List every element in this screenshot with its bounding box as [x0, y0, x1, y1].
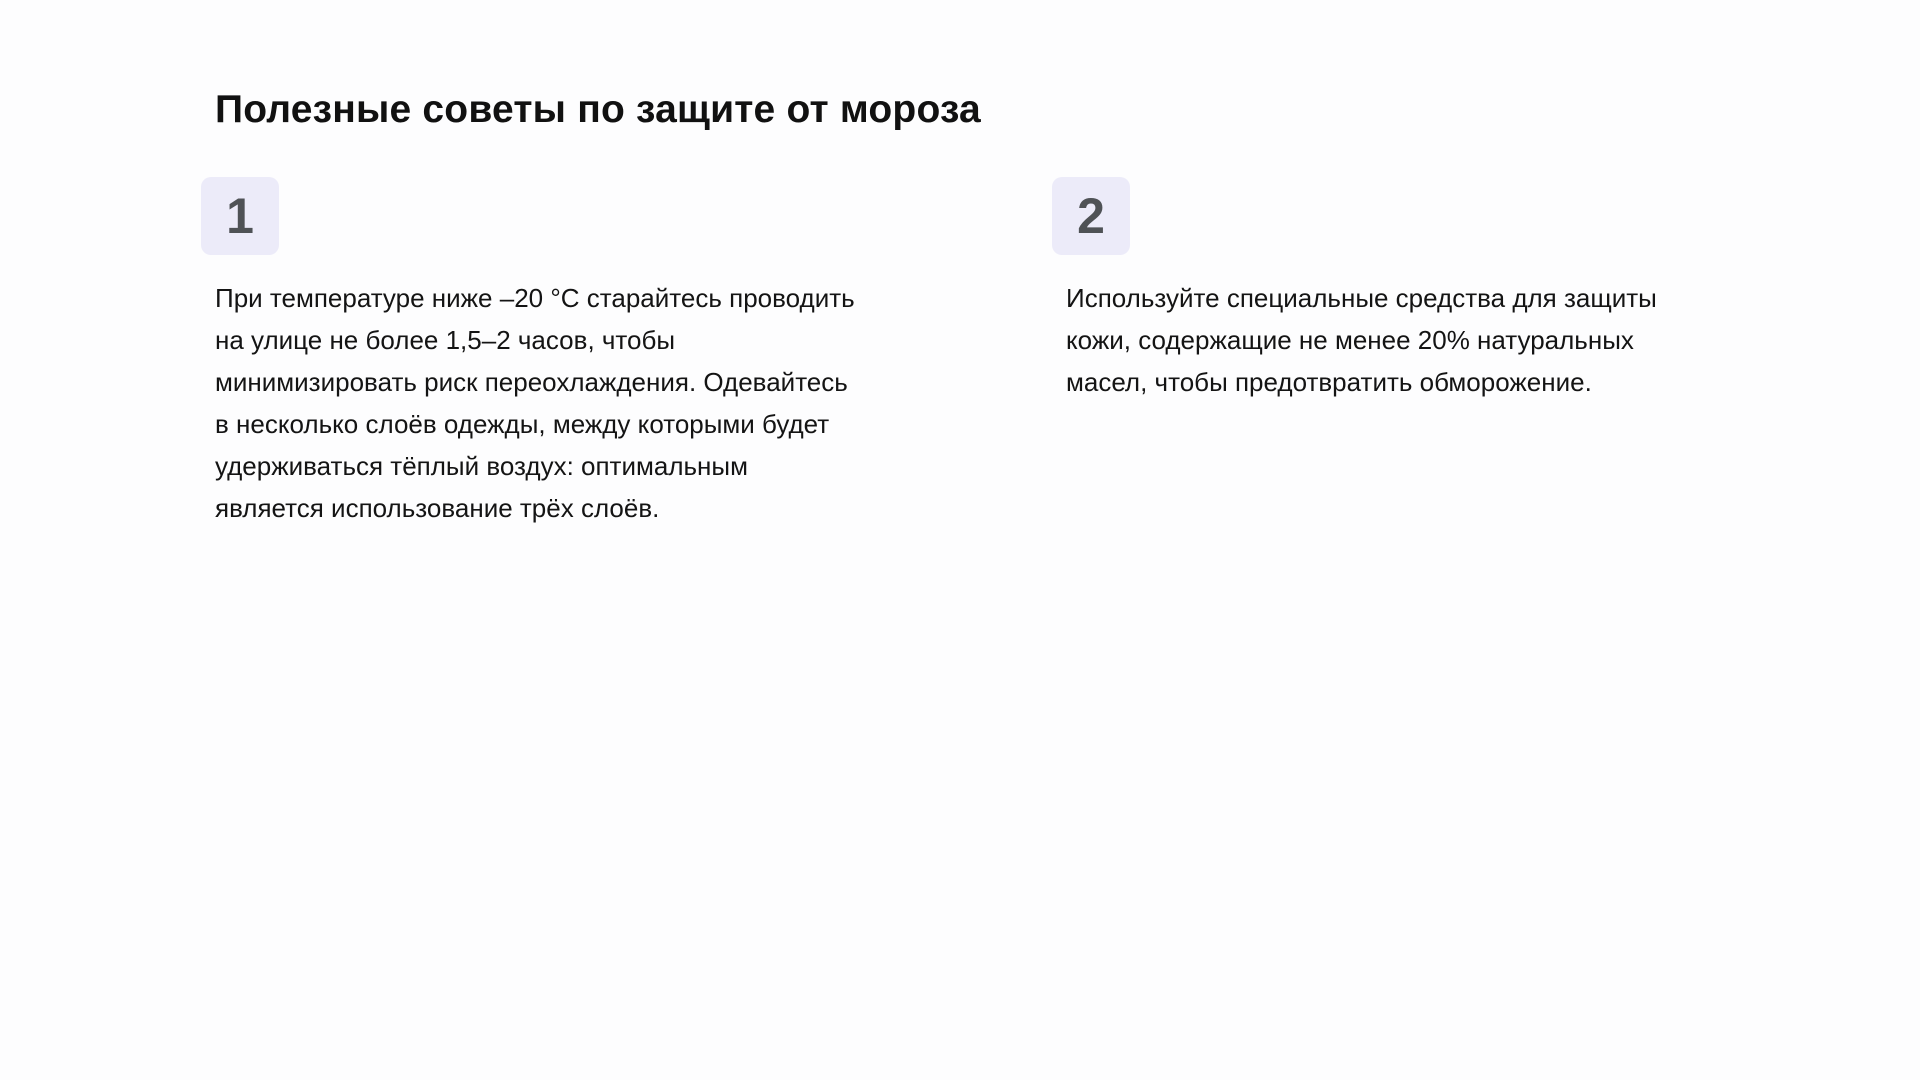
tip-number-badge: 1 [201, 177, 279, 255]
tip-text: При температуре ниже –20 °C старайтесь проводить на улице не более 1,5–2 часов, чтобы минимизировать риск переохлаждения. Одевайтесь в несколько слоёв одежды, между которыми будет удерживаться тёплый воздух: оптимальным является использование трёх слоёв. [215, 283, 855, 523]
tip-number-badge: 2 [1052, 177, 1130, 255]
page-title: Полезные советы по защите от мороза [215, 88, 981, 131]
tip-card-2 [1052, 177, 1692, 397]
tip-card-1 [201, 177, 855, 523]
tip-text: Используйте специальные средства для защиты кожи, содержащие не менее 20% натуральных масел, чтобы предотвратить обморожение. [1066, 283, 1657, 397]
